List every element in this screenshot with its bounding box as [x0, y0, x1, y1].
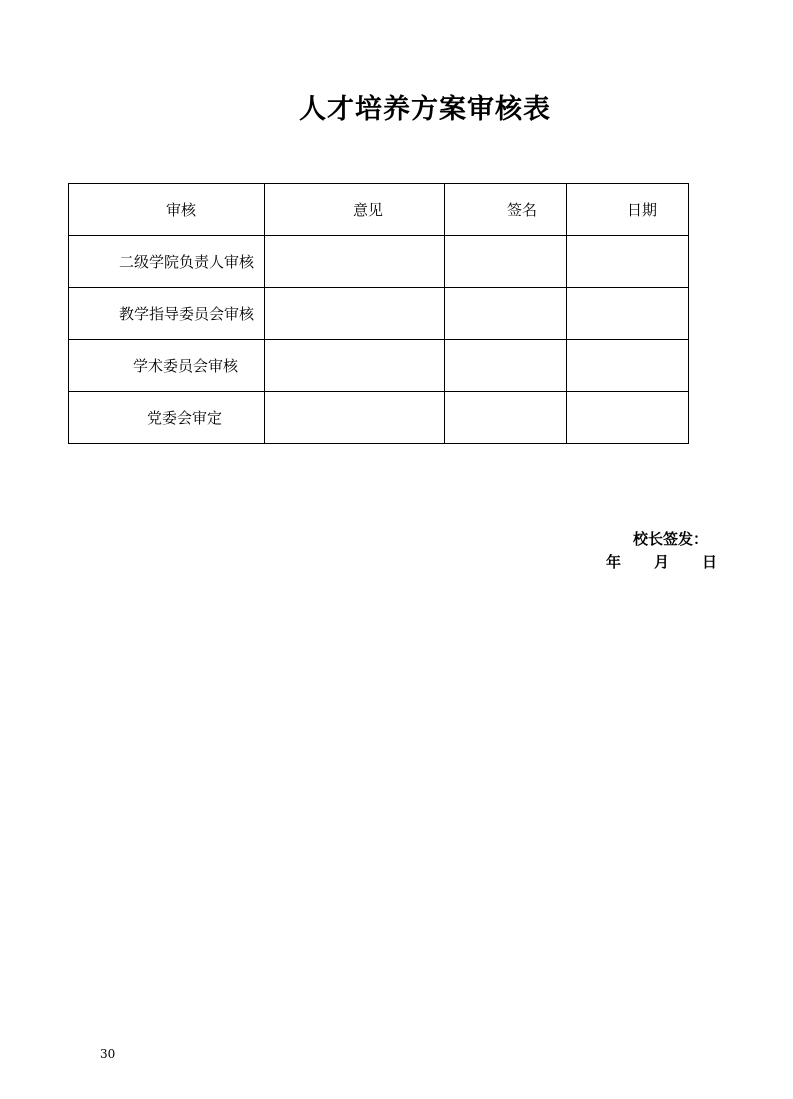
- principal-signoff-label: 校长签发：: [632, 530, 708, 548]
- month-label: 月: [654, 553, 670, 571]
- signature-cell: [445, 340, 567, 392]
- table-row: [69, 236, 689, 288]
- header-opinion: 意见: [265, 184, 445, 236]
- table-row: [69, 392, 689, 444]
- opinion-cell: [265, 236, 445, 288]
- row-label-college-head: 二级学院负责人审核: [69, 236, 265, 288]
- day-label: 日: [702, 553, 718, 571]
- opinion-cell: [265, 288, 445, 340]
- opinion-cell: [265, 392, 445, 444]
- opinion-cell: [265, 340, 445, 392]
- date-cell: [567, 288, 689, 340]
- row-label-party-committee: 党委会审定: [69, 392, 265, 444]
- row-label-academic-committee: 学术委员会审核: [69, 340, 265, 392]
- date-cell: [567, 392, 689, 444]
- review-table: [68, 183, 689, 444]
- row-label-teaching-committee: 教学指导委员会审核: [69, 288, 265, 340]
- table-row: [69, 340, 689, 392]
- table-row: [69, 288, 689, 340]
- signature-cell: [445, 288, 567, 340]
- year-label: 年: [606, 553, 622, 571]
- page-title: 人才培养方案审核表: [299, 94, 551, 125]
- signature-cell: [445, 392, 567, 444]
- header-date: 日期: [567, 184, 689, 236]
- date-cell: [567, 340, 689, 392]
- signature-cell: [445, 236, 567, 288]
- date-cell: [567, 236, 689, 288]
- page-number: 30: [100, 1047, 116, 1061]
- table-header-row: [69, 184, 689, 236]
- header-signature: 签名: [445, 184, 567, 236]
- header-review: 审核: [69, 184, 265, 236]
